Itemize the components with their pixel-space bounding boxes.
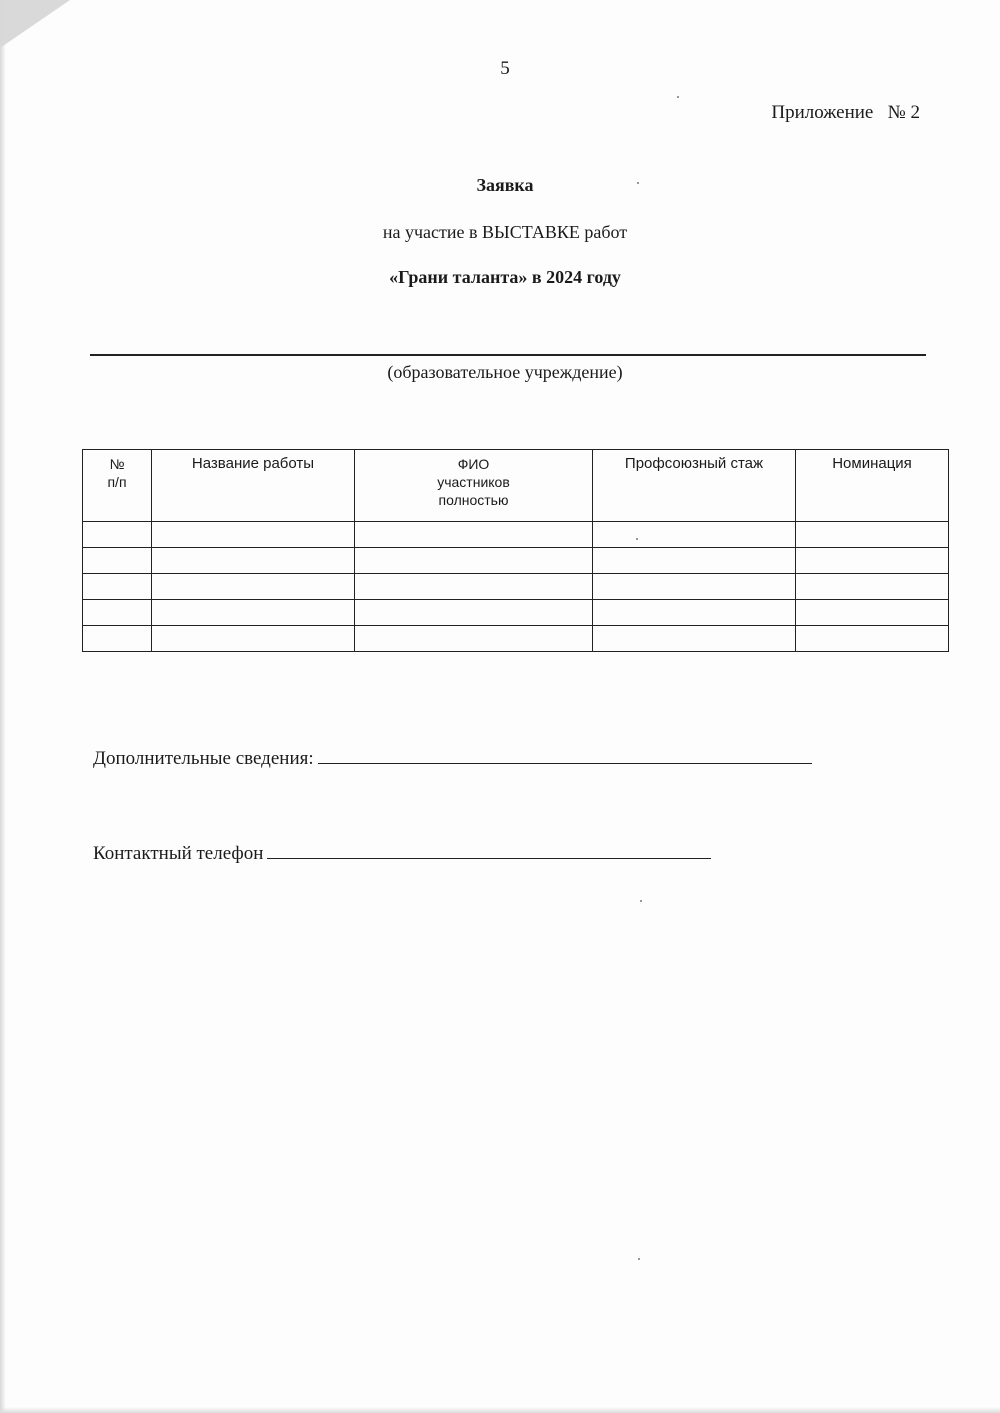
header-fio: [355, 450, 593, 522]
table-cell[interactable]: [152, 574, 355, 600]
table-cell[interactable]: [83, 522, 152, 548]
header-number: [83, 450, 152, 522]
table-cell[interactable]: [83, 600, 152, 626]
table-cell[interactable]: [796, 626, 949, 652]
table-cell[interactable]: [796, 522, 949, 548]
document-subtitle: на участие в ВЫСТАВКЕ работ: [382, 222, 628, 242]
table-cell[interactable]: [355, 548, 593, 574]
scan-left-edge: [0, 0, 6, 1413]
additional-info-row: [93, 745, 812, 770]
additional-info-line[interactable]: [318, 745, 812, 764]
table-cell[interactable]: [593, 626, 796, 652]
header-fio-line1: ФИО: [457, 456, 490, 472]
table-cell[interactable]: [152, 600, 355, 626]
table-cell[interactable]: [355, 600, 593, 626]
table-row: [83, 522, 949, 548]
scan-corner-fold: [0, 0, 70, 48]
additional-info-label: Дополнительные сведения:: [93, 748, 314, 769]
table-cell[interactable]: [355, 522, 593, 548]
appendix-label: Приложение № 2: [771, 102, 920, 123]
table-row: [83, 548, 949, 574]
table-cell[interactable]: [796, 574, 949, 600]
table-header-row: [83, 450, 949, 522]
table-cell[interactable]: [796, 600, 949, 626]
scan-speck: [636, 538, 638, 540]
table-cell[interactable]: [152, 626, 355, 652]
entries-table: [82, 449, 949, 652]
header-work-name: Название работы: [152, 450, 355, 522]
organization-field-line[interactable]: [90, 354, 926, 356]
table-row: [83, 574, 949, 600]
page-number: 5: [500, 58, 510, 79]
contact-phone-row: [93, 840, 711, 865]
table-row: [83, 600, 949, 626]
table-cell[interactable]: [83, 548, 152, 574]
header-fio-line3: полностью: [438, 492, 509, 508]
contact-phone-line[interactable]: [267, 840, 711, 859]
scan-speck: [677, 96, 679, 98]
scan-speck: [638, 1258, 640, 1260]
header-nomination: Номинация: [796, 450, 949, 522]
scan-speck: [637, 182, 639, 184]
table-row: [83, 626, 949, 652]
contact-phone-label: Контактный телефон: [93, 843, 264, 864]
header-number-line2: п/п: [107, 474, 127, 490]
table-cell[interactable]: [152, 548, 355, 574]
table-cell[interactable]: [83, 574, 152, 600]
table-cell[interactable]: [355, 626, 593, 652]
table-cell[interactable]: [796, 548, 949, 574]
scan-speck: [640, 900, 642, 902]
table-cell[interactable]: [83, 626, 152, 652]
table-cell[interactable]: [593, 548, 796, 574]
table-cell[interactable]: [355, 574, 593, 600]
header-fio-line2: участников: [437, 474, 510, 490]
header-number-line1: №: [109, 456, 125, 472]
header-union-experience: Профсоюзный стаж: [593, 450, 796, 522]
table-cell[interactable]: [593, 574, 796, 600]
scan-bottom-edge: [0, 1407, 1000, 1413]
organization-caption: (образовательное учреждение): [387, 362, 623, 382]
document-title: Заявка: [476, 175, 534, 195]
table-cell[interactable]: [593, 600, 796, 626]
table-cell[interactable]: [152, 522, 355, 548]
table-cell[interactable]: [593, 522, 796, 548]
exhibition-name: «Грани таланта» в 2024 году: [389, 267, 621, 287]
